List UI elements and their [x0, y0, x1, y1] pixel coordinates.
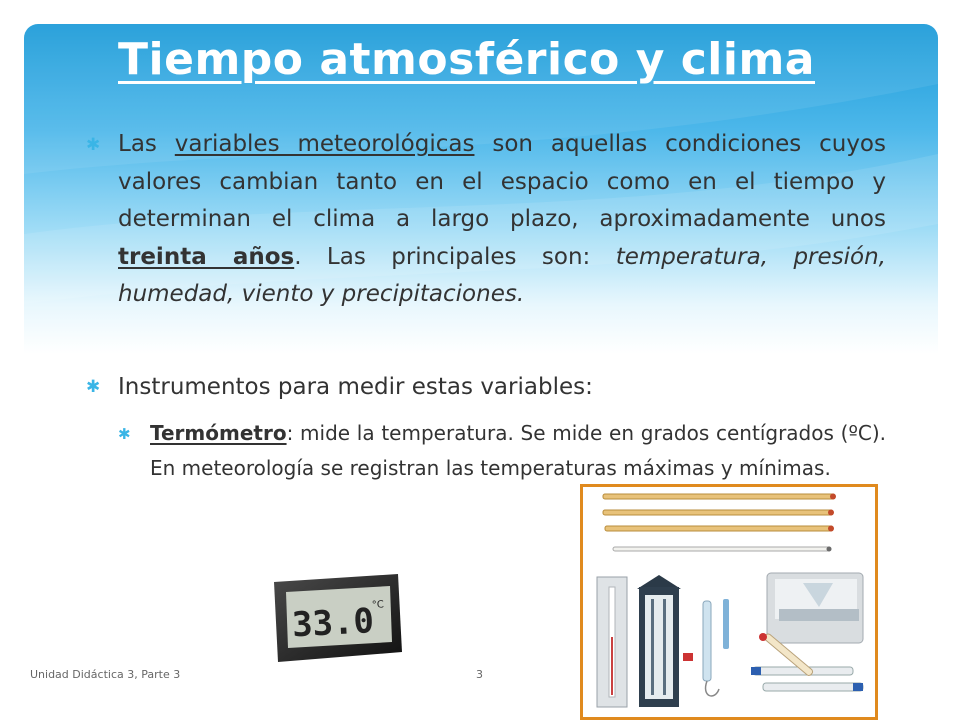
- digital-unit: °C: [371, 599, 385, 611]
- slide-title: Tiempo atmosférico y clima: [118, 34, 815, 85]
- text-intro: Las: [118, 131, 175, 157]
- max-min-thermometer: [637, 575, 681, 707]
- thermometer-description: : mide la temperatura. Se mide en grados centígrados (ºC). En meteorología se registran las temperaturas máximas y mínimas.: [150, 421, 886, 480]
- digital-thermometer-image: [268, 572, 404, 664]
- boxed-thermometer: [767, 573, 863, 643]
- text-after: . Las principales son:: [294, 243, 616, 270]
- text-mid: son aquellas condiciones cuyos valores cambian tanto en el espacio como en el tiempo y determinan el clima a largo plazo, aproximadamente unos: [118, 131, 886, 232]
- asterisk-bullet-icon: ✱: [118, 425, 131, 443]
- thermometers-photo: [580, 484, 878, 720]
- bullet-variables: [86, 126, 886, 314]
- footer-unit-label: Unidad Didáctica 3, Parte 3: [30, 668, 181, 681]
- long-thermometers: [603, 494, 836, 552]
- asterisk-bullet-icon: ✱: [86, 135, 101, 155]
- probe-thermometer: [683, 599, 729, 696]
- sub-bullet-thermometer-text: [150, 416, 886, 485]
- sub-bullet-thermometer: [118, 416, 886, 485]
- variables-list: temperatura, presión, humedad, viento y precipitaciones.: [118, 243, 886, 307]
- page-number: 3: [476, 668, 483, 681]
- emphasis-thirty-years: treinta años: [118, 243, 295, 270]
- digital-readout: 33.0: [291, 601, 375, 646]
- term-thermometer: Termómetro: [150, 421, 287, 445]
- term-variables: variables meteorológicas: [174, 131, 475, 157]
- bullet-instruments: [86, 368, 593, 406]
- wall-thermometer: [597, 577, 627, 707]
- bullet-variables-text: [118, 126, 886, 314]
- bullet-instruments-text: Instrumentos para medir estas variables:: [118, 374, 593, 400]
- asterisk-bullet-icon: ✱: [86, 377, 101, 397]
